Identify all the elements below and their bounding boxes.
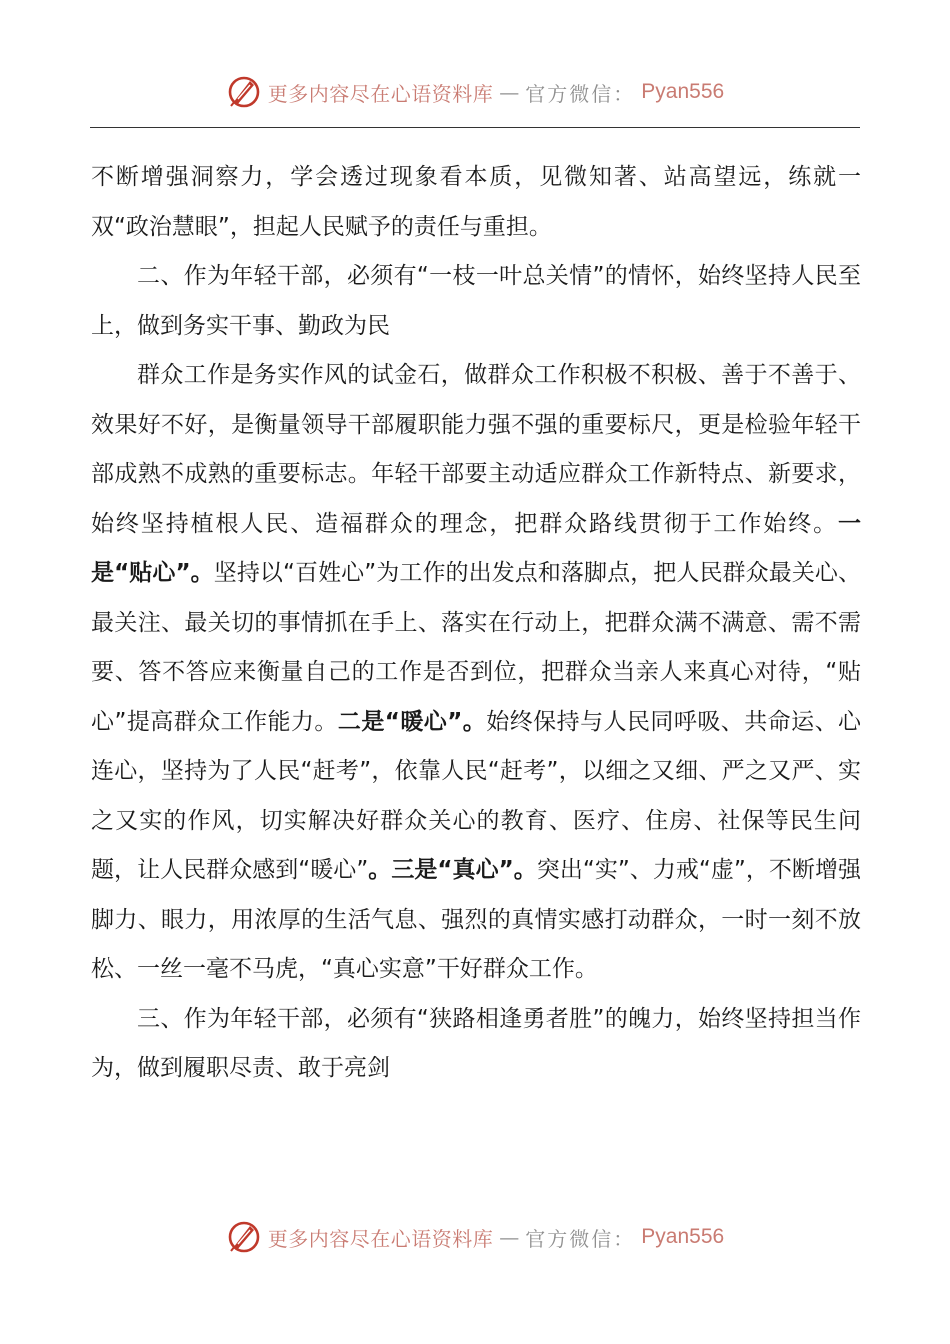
quill-logo-icon — [226, 1219, 262, 1255]
point-two-text: 始终保持与人民同呼吸、共命运、心连心，坚持为了人民“赶考”，依靠人民“赶考”，以细之又细、严之又严、实之又实的作风，切实解决好群众关心的教育、医疗、住房、社保等民生问题，让人民群众感到“暖心” — [91, 708, 862, 883]
document-body — [91, 153, 861, 1094]
point-three-label: 。三是“真心”。 — [368, 857, 537, 883]
point-one-text: 坚持以“百姓心”为工作的出发点和落脚点，把人民群众最关心、最关注、最关切的事情抓在手上、落实在行动上，把群众满不满意、需不需要、答不答应来衡量自己的工作是否到位，把群众当亲人来真心对待，“贴心”提高群众工作能力。 — [91, 560, 861, 735]
header-separator: — — [499, 80, 520, 104]
point-three-text: 突出“实”、力戒“虚”，不断增强脚力、眼力，用浓厚的生活气息、强烈的真情实感打动群众，一时一刻不放松、一丝一毫不马虎，“真心实意”干好群众工作。 — [91, 857, 861, 982]
header-divider — [90, 127, 860, 128]
footer-wechat-label: 官方微信： — [525, 1226, 636, 1251]
section-heading-2: 二、作为年轻干部，必须有“一枝一叶总关情”的情怀，始终坚持人民至上，做到务实干事、勤政为民 — [91, 263, 861, 339]
point-two-label: 二是“暖心”。 — [337, 708, 487, 735]
header-site-text: 更多内容尽在心语资料库 — [267, 81, 494, 106]
point-one-label: 一是“贴心”。 — [91, 510, 861, 586]
header-banner — [0, 70, 950, 114]
paragraph-intro: 群众工作是务实作风的试金石，做群众工作积极不积极、善于不善于、效果好不好，是衡量领导干部履职能力强不强的重要标尺，更是检验年轻干部成熟不成熟的重要标志。年轻干部要主动适应群众工作新特点、新要求，始终坚持植根人民、造福群众的理念，把群众路线贯彻于工作始终。 — [91, 362, 861, 537]
paragraph-continued: 不断增强洞察力，学会透过现象看本质，见微知著、站高望远，练就一双“政治慧眼”，担起人民赋予的责任与重担。 — [91, 164, 861, 240]
paragraph-mass-work — [91, 351, 861, 995]
quill-logo-icon — [226, 74, 262, 110]
footer-banner — [0, 1215, 950, 1259]
footer-wechat-id: Pyan556 — [641, 1225, 725, 1248]
section-heading-3: 三、作为年轻干部，必须有“狭路相逢勇者胜”的魄力，始终坚持担当作为，做到履职尽责、敢于亮剑 — [91, 1005, 861, 1081]
header-wechat-id: Pyan556 — [641, 80, 725, 103]
footer-separator: — — [499, 1225, 520, 1249]
header-wechat-label: 官方微信： — [525, 81, 636, 106]
footer-site-text: 更多内容尽在心语资料库 — [267, 1226, 494, 1251]
